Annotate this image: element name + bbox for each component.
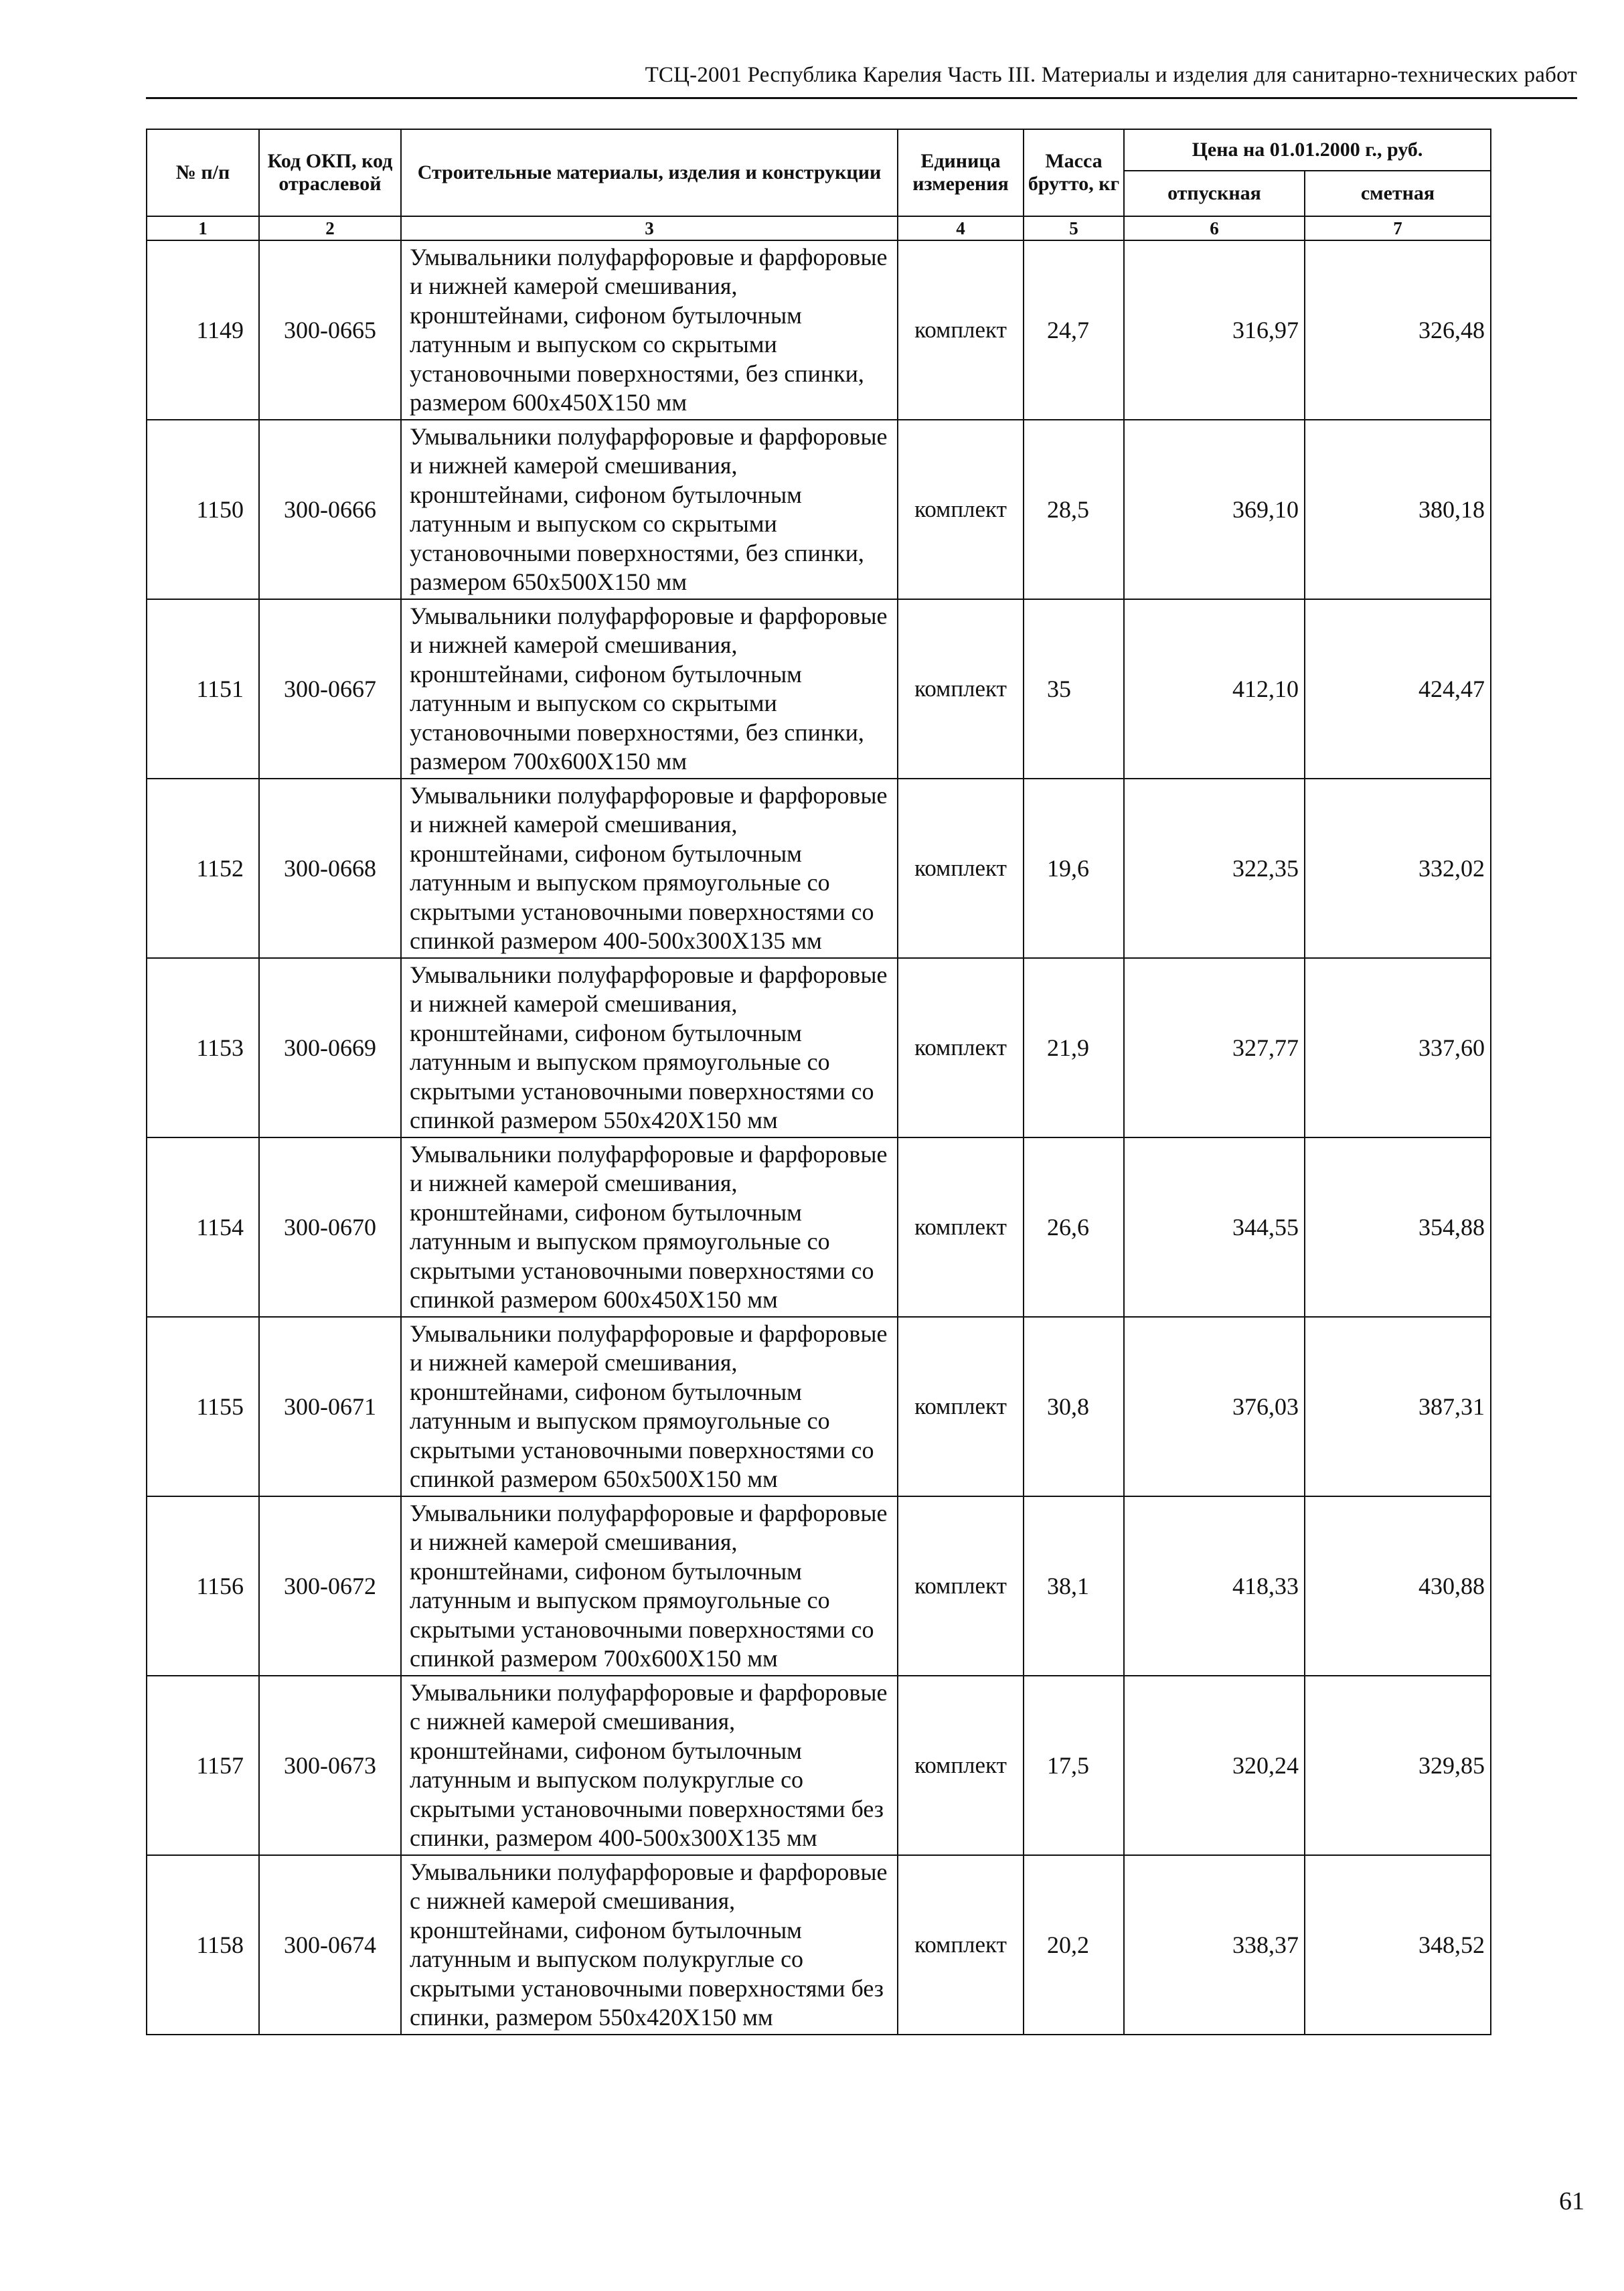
col-number: 2 xyxy=(259,216,401,240)
price-release: 412,10 xyxy=(1124,599,1305,779)
col-number: 5 xyxy=(1024,216,1124,240)
material-name: Умывальники полуфарфоровые и фарфоровые с нижней камерой смешивания, кронштейнами, сифоном бутылочным латунным и выпуском полукруглые со скрытыми установочными поверхностями без спинки, размером 550х420Х150 мм xyxy=(401,1855,898,2035)
unit-of-measure: комплект xyxy=(898,240,1024,420)
material-name: Умывальники полуфарфоровые и фарфоровые и нижней камерой смешивания, кронштейнами, сифоном бутылочным латунным и выпуском прямоугольные со скрытыми установочными поверхностями со спинкой размером 650х500Х150 мм xyxy=(401,1317,898,1496)
row-number: 1151 xyxy=(147,599,259,779)
col-header-name: Строительные материалы, изделия и конструкции xyxy=(401,129,898,216)
col-header-price-release: отпускная xyxy=(1124,171,1305,216)
row-number: 1149 xyxy=(147,240,259,420)
price-release: 338,37 xyxy=(1124,1855,1305,2035)
row-number: 1153 xyxy=(147,958,259,1137)
col-number: 7 xyxy=(1305,216,1491,240)
price-estimate: 337,60 xyxy=(1305,958,1491,1137)
col-number: 6 xyxy=(1124,216,1305,240)
price-release: 320,24 xyxy=(1124,1676,1305,1855)
gross-mass: 38,1 xyxy=(1024,1496,1124,1676)
price-release: 327,77 xyxy=(1124,958,1305,1137)
unit-of-measure: комплект xyxy=(898,779,1024,958)
unit-of-measure: комплект xyxy=(898,1496,1024,1676)
table-row xyxy=(147,1676,1491,1855)
col-number: 3 xyxy=(401,216,898,240)
unit-of-measure: комплект xyxy=(898,1676,1024,1855)
material-name: Умывальники полуфарфоровые и фарфоровые с нижней камерой смешивания, кронштейнами, сифоном бутылочным латунным и выпуском полукруглые со скрытыми установочными поверхностями без спинки, размером 400-500х300Х135 мм xyxy=(401,1676,898,1855)
col-header-unit: Единица измерения xyxy=(898,129,1024,216)
header-rule xyxy=(146,97,1577,99)
okp-code: 300-0665 xyxy=(259,240,401,420)
table-row xyxy=(147,420,1491,599)
price-estimate: 380,18 xyxy=(1305,420,1491,599)
col-header-price-group: Цена на 01.01.2000 г., руб. xyxy=(1124,129,1491,171)
material-name: Умывальники полуфарфоровые и фарфоровые и нижней камерой смешивания, кронштейнами, сифоном бутылочным латунным и выпуском со скрытыми установочными поверхностями, без спинки, размером 600х450Х150 мм xyxy=(401,240,898,420)
price-release: 322,35 xyxy=(1124,779,1305,958)
price-estimate: 348,52 xyxy=(1305,1855,1491,2035)
okp-code: 300-0673 xyxy=(259,1676,401,1855)
table-header xyxy=(147,129,1491,240)
unit-of-measure: комплект xyxy=(898,1137,1024,1317)
table-row xyxy=(147,240,1491,420)
table-row xyxy=(147,1496,1491,1676)
table-row xyxy=(147,1855,1491,2035)
page-number: 61 xyxy=(1559,2187,1585,2215)
okp-code: 300-0670 xyxy=(259,1137,401,1317)
okp-code: 300-0671 xyxy=(259,1317,401,1496)
okp-code: 300-0668 xyxy=(259,779,401,958)
gross-mass: 20,2 xyxy=(1024,1855,1124,2035)
unit-of-measure: комплект xyxy=(898,599,1024,779)
gross-mass: 19,6 xyxy=(1024,779,1124,958)
price-release: 376,03 xyxy=(1124,1317,1305,1496)
material-name: Умывальники полуфарфоровые и фарфоровые и нижней камерой смешивания, кронштейнами, сифоном бутылочным латунным и выпуском прямоугольные со скрытыми установочными поверхностями со спинкой размером 700х600Х150 мм xyxy=(401,1496,898,1676)
table-row xyxy=(147,958,1491,1137)
gross-mass: 30,8 xyxy=(1024,1317,1124,1496)
col-header-price-estimate: сметная xyxy=(1305,171,1491,216)
price-release: 344,55 xyxy=(1124,1137,1305,1317)
price-estimate: 332,02 xyxy=(1305,779,1491,958)
price-estimate: 329,85 xyxy=(1305,1676,1491,1855)
row-number: 1155 xyxy=(147,1317,259,1496)
table-body xyxy=(147,240,1491,2035)
unit-of-measure: комплект xyxy=(898,1317,1024,1496)
col-number: 4 xyxy=(898,216,1024,240)
row-number: 1154 xyxy=(147,1137,259,1317)
material-name: Умывальники полуфарфоровые и фарфоровые и нижней камерой смешивания, кронштейнами, сифоном бутылочным латунным и выпуском прямоугольные со скрытыми установочными поверхностями со спинкой размером 600х450Х150 мм xyxy=(401,1137,898,1317)
row-number: 1150 xyxy=(147,420,259,599)
okp-code: 300-0666 xyxy=(259,420,401,599)
material-name: Умывальники полуфарфоровые и фарфоровые и нижней камерой смешивания, кронштейнами, сифоном бутылочным латунным и выпуском прямоугольные со скрытыми установочными поверхностями со спинкой размером 400-500х300Х135 мм xyxy=(401,779,898,958)
gross-mass: 26,6 xyxy=(1024,1137,1124,1317)
unit-of-measure: комплект xyxy=(898,1855,1024,2035)
gross-mass: 28,5 xyxy=(1024,420,1124,599)
row-number: 1156 xyxy=(147,1496,259,1676)
table-row xyxy=(147,1317,1491,1496)
price-estimate: 430,88 xyxy=(1305,1496,1491,1676)
gross-mass: 35 xyxy=(1024,599,1124,779)
col-header-mass: Масса брутто, кг xyxy=(1024,129,1124,216)
price-estimate: 424,47 xyxy=(1305,599,1491,779)
row-number: 1157 xyxy=(147,1676,259,1855)
okp-code: 300-0669 xyxy=(259,958,401,1137)
okp-code: 300-0667 xyxy=(259,599,401,779)
price-release: 418,33 xyxy=(1124,1496,1305,1676)
unit-of-measure: комплект xyxy=(898,958,1024,1137)
material-name: Умывальники полуфарфоровые и фарфоровые и нижней камерой смешивания, кронштейнами, сифоном бутылочным латунным и выпуском со скрытыми установочными поверхностями, без спинки, размером 650х500Х150 мм xyxy=(401,420,898,599)
col-header-code: Код ОКП, код отраслевой xyxy=(259,129,401,216)
price-table xyxy=(146,129,1491,2035)
col-number: 1 xyxy=(147,216,259,240)
material-name: Умывальники полуфарфоровые и фарфоровые и нижней камерой смешивания, кронштейнами, сифоном бутылочным латунным и выпуском прямоугольные со скрытыми установочными поверхностями со спинкой размером 550х420Х150 мм xyxy=(401,958,898,1137)
material-name: Умывальники полуфарфоровые и фарфоровые и нижней камерой смешивания, кронштейнами, сифоном бутылочным латунным и выпуском со скрытыми установочными поверхностями, без спинки, размером 700х600Х150 мм xyxy=(401,599,898,779)
price-estimate: 354,88 xyxy=(1305,1137,1491,1317)
gross-mass: 24,7 xyxy=(1024,240,1124,420)
running-header: ТСЦ-2001 Республика Карелия Часть III. Материалы и изделия для санитарно-технических работ xyxy=(645,63,1577,87)
gross-mass: 21,9 xyxy=(1024,958,1124,1137)
table-row xyxy=(147,599,1491,779)
gross-mass: 17,5 xyxy=(1024,1676,1124,1855)
okp-code: 300-0672 xyxy=(259,1496,401,1676)
price-release: 369,10 xyxy=(1124,420,1305,599)
okp-code: 300-0674 xyxy=(259,1855,401,2035)
col-header-num: № п/п xyxy=(147,129,259,216)
row-number: 1158 xyxy=(147,1855,259,2035)
table-row xyxy=(147,779,1491,958)
price-release: 316,97 xyxy=(1124,240,1305,420)
price-estimate: 326,48 xyxy=(1305,240,1491,420)
unit-of-measure: комплект xyxy=(898,420,1024,599)
table-row xyxy=(147,1137,1491,1317)
row-number: 1152 xyxy=(147,779,259,958)
price-estimate: 387,31 xyxy=(1305,1317,1491,1496)
